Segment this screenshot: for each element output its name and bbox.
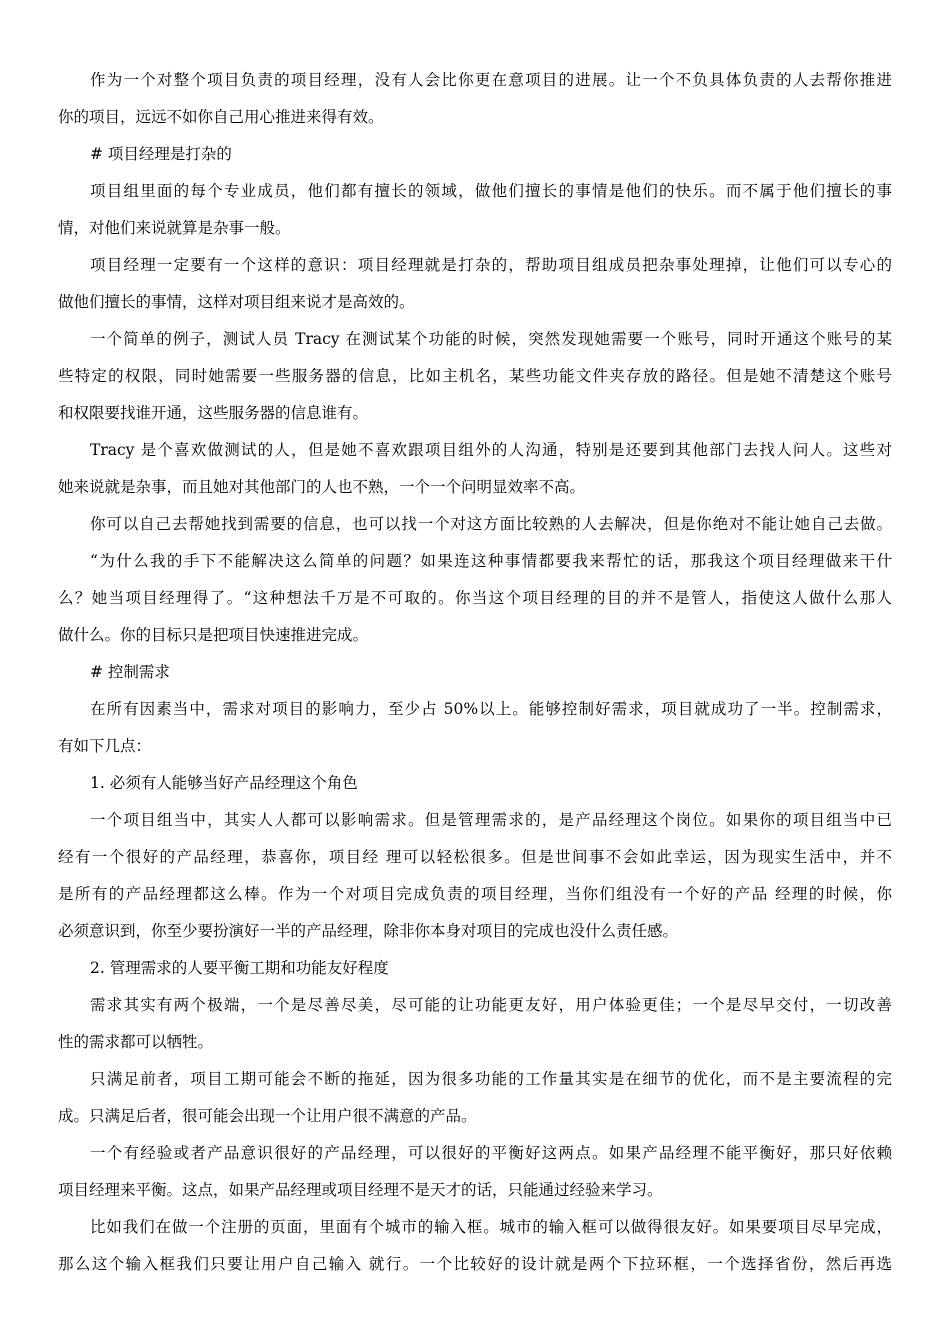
text-line: 些特定的权限，同时她需要一些服务器的信息，比如主机名，某些功能文件夹存放的路径。但是她不清楚这个账号: [58, 367, 892, 385]
text-line: 项目经理来平衡。这点，如果产品经理或项目经理不是天才的话，只能通过经验来学习。: [58, 1181, 663, 1199]
text-line: 需求其实有两个极端，一个是尽善尽美，尽可能的让功能更友好，用户体验更佳；一个是尽早交付，一切改善: [90, 996, 892, 1014]
text-line: 一个简单的例子，测试人员 Tracy 在测试某个功能的时候，突然发现她需要一个账号，同时开通这个账号的某: [90, 330, 892, 348]
text-line: 情，对他们来说就算是杂事一般。: [58, 219, 291, 237]
text-line: 和权限要找谁开通，这些服务器的信息谁有。: [58, 404, 369, 422]
text-line: 是所有的产品经理都这么棒。作为一个对项目完成负责的项目经理，当你们组没有一个好的产品 经理的时候，你: [58, 885, 892, 903]
text-line: 一个有经验或者产品意识很好的产品经理，可以很好的平衡好这两点。如果产品经理不能平衡好，那只好依赖: [90, 1144, 892, 1162]
text-line: 项目组里面的每个专业成员，他们都有擅长的领域，做他们擅长的事情是他们的快乐。而不属于他们擅长的事: [90, 182, 892, 200]
text-line: 你可以自己去帮她找到需要的信息，也可以找一个对这方面比较熟的人去解决，但是你绝对不能让她自己去做。: [90, 515, 892, 533]
text-line: 在所有因素当中，需求对项目的影响力，至少占 50%以上。能够控制好需求，项目就成功了一半。控制需求，: [90, 700, 892, 718]
section-heading: # 项目经理是打杂的: [90, 145, 232, 163]
text-line: 做他们擅长的事情，这样对项目组来说才是高效的。: [58, 293, 415, 311]
document-body: [58, 62, 892, 1283]
text-line: 只满足前者，项目工期可能会不断的拖延，因为很多功能的工作量其实是在细节的优化，而不是主要流程的完: [90, 1070, 892, 1088]
text-line: 做什么。你的目标只是把项目快速推进完成。: [58, 626, 369, 644]
text-line: 你的项目，远远不如你自己用心推进来得有效。: [58, 108, 384, 126]
text-line: 一个项目组当中，其实人人都可以影响需求。但是管理需求的，是产品经理这个岗位。如果你的项目组当中已: [90, 811, 892, 829]
section-heading: # 控制需求: [90, 663, 170, 681]
text-line: 成。只满足后者，很可能会出现一个让用户很不满意的产品。: [58, 1107, 477, 1125]
text-line: 1. 必须有人能够当好产品经理这个角色: [90, 774, 358, 792]
text-line: 有如下几点：: [58, 737, 152, 755]
text-line: 项目经理一定要有一个这样的意识：项目经理就是打杂的，帮助项目组成员把杂事处理掉，让他们可以专心的: [90, 256, 892, 274]
text-line: 作为一个对整个项目负责的项目经理，没有人会比你更在意项目的进展。让一个不负具体负责的人去帮你推进: [90, 71, 892, 89]
text-line: 必须意识到，你至少要扮演好一半的产品经理，除非你本身对项目的完成也没什么责任感。: [58, 922, 679, 940]
text-line: “为什么我的手下不能解决这么简单的问题？如果连这种事情都要我来帮忙的话，那我这个项目经理做来干什: [90, 552, 892, 570]
text-line: 那么这个输入框我们只要让用户自己输入 就行。一个比较好的设计就是两个下拉环框，一个选择省份，然后再选: [58, 1255, 892, 1273]
text-line: Tracy 是个喜欢做测试的人，但是她不喜欢跟项目组外的人沟通，特别是还要到其他部门去找人问人。这些对: [90, 441, 892, 459]
text-line: 性的需求都可以牺牲。: [58, 1033, 214, 1051]
text-line: 经有一个很好的产品经理，恭喜你，项目经 理可以轻松很多。但是世间事不会如此幸运，因为现实生活中，并不: [58, 848, 892, 866]
text-line: 2. 管理需求的人要平衡工期和功能友好程度: [90, 959, 389, 977]
text-line: 比如我们在做一个注册的页面，里面有个城市的输入框。城市的输入框可以做得很友好。如果要项目尽早完成，: [90, 1218, 892, 1236]
text-line: 她来说就是杂事，而且她对其他部门的人也不熟，一个一个问明显效率不高。: [58, 478, 586, 496]
text-line: 么？她当项目经理得了。“这种想法千万是不可取的。你当这个项目经理的目的并不是管人，指使这人做什么那人: [58, 589, 892, 607]
